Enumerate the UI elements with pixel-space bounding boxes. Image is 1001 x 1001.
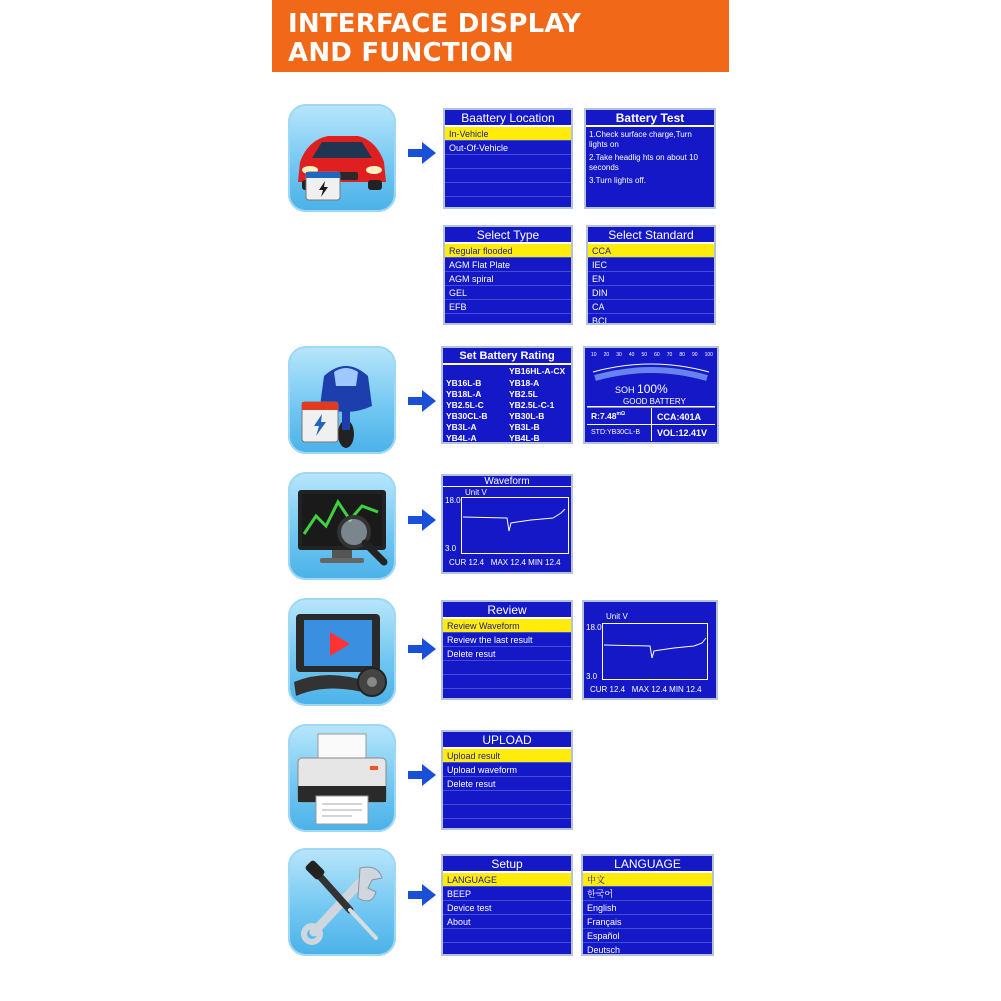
screen-title: Setup — [443, 856, 571, 873]
arrow-right-icon — [408, 764, 436, 786]
scale-tick: 30 — [616, 352, 622, 358]
arrow-right-icon — [408, 884, 436, 906]
menu-item-cca[interactable]: CCA — [588, 244, 714, 258]
menu-item-empty — [443, 943, 571, 956]
menu-item-upload-waveform[interactable]: Upload waveform — [443, 763, 571, 777]
rating-option[interactable]: YB30L-B — [509, 411, 545, 421]
rating-option[interactable]: YB18L-A — [446, 389, 482, 399]
menu-item-review-last-result[interactable]: Review the last result — [443, 633, 571, 647]
menu-item-iec[interactable]: IEC — [588, 258, 714, 272]
rating-option[interactable]: YB18-A — [509, 378, 540, 388]
menu-item-chinese[interactable]: 中文 — [583, 873, 712, 887]
menu-item-empty — [445, 183, 571, 197]
voltage-readout: VOL:12.41V — [657, 428, 708, 438]
language-screen — [581, 854, 714, 956]
instruction-line: 3.Turn lights off. — [589, 176, 646, 185]
instruction-line: 1.Check surface charge,Turn lights on — [589, 130, 692, 149]
arrow-right-icon — [408, 142, 436, 164]
waveform-plot — [602, 623, 708, 680]
min-value: MIN 12.4 — [669, 685, 702, 694]
max-value: MAX 12.4 — [490, 558, 526, 567]
screen-title: Battery Test — [586, 110, 714, 127]
y-min-label: 3.0 — [445, 544, 457, 553]
rating-option[interactable]: YB4L-B — [509, 433, 540, 443]
rating-option[interactable]: YB2.5L — [509, 389, 538, 399]
rating-option[interactable]: YB16L-B — [446, 378, 482, 388]
review-waveform-screen — [582, 600, 718, 700]
menu-item-empty — [443, 661, 571, 675]
min-value: MIN 12.4 — [528, 558, 561, 567]
screen-title: UPLOAD — [443, 732, 571, 749]
cur-value: CUR 12.4 — [590, 685, 626, 694]
menu-item-german[interactable]: Deutsch — [583, 943, 712, 956]
setup-screen — [441, 854, 573, 956]
scale-tick: 40 — [628, 352, 635, 358]
title-line-2: AND FUNCTION — [288, 38, 514, 68]
title-line-1: INTERFACE DISPLAY — [288, 9, 582, 39]
menu-item-in-vehicle[interactable]: In-Vehicle — [445, 127, 571, 141]
resistance-readout — [591, 411, 625, 421]
resistance-unit: mΩ — [616, 411, 625, 418]
standard-readout: STD:YB30CL-B — [591, 429, 641, 436]
screen-title: Baattery Location — [445, 110, 571, 127]
menu-item-delete-result[interactable]: Delete resut — [443, 777, 571, 791]
tools-icon — [288, 848, 396, 956]
scale-tick: 80 — [679, 352, 685, 358]
screen-title: Review — [443, 602, 571, 619]
screen-title: Select Type — [445, 227, 571, 244]
screen-title: Waveform — [443, 476, 571, 487]
menu-item-english[interactable]: English — [583, 901, 712, 915]
menu-item-device-test[interactable]: Device test — [443, 901, 571, 915]
max-value: MAX 12.4 — [631, 685, 667, 694]
battery-rating-screen — [441, 346, 573, 444]
arrow-right-icon — [408, 638, 436, 660]
battery-status: GOOD BATTERY — [623, 397, 686, 406]
select-type-screen — [443, 225, 573, 325]
resistance-value: R:7.48 — [591, 411, 617, 421]
menu-item-about[interactable]: About — [443, 915, 571, 929]
rating-option[interactable]: YB3L-B — [509, 422, 540, 432]
menu-item-out-of-vehicle[interactable]: Out-Of-Vehicle — [445, 141, 571, 155]
scale-tick: 20 — [603, 352, 610, 358]
gauge-scale — [591, 352, 713, 364]
scale-tick: 60 — [654, 352, 660, 358]
cca-readout: CCA:401A — [657, 412, 702, 422]
unit-label: Unit V — [606, 612, 628, 621]
rating-option[interactable]: YB2.5L-C-1 — [509, 400, 555, 410]
menu-item-empty — [445, 155, 571, 169]
y-min-label: 3.0 — [586, 672, 598, 681]
waveform-monitor-icon — [288, 472, 396, 580]
battery-test-screen — [584, 108, 716, 209]
upload-screen — [441, 730, 573, 830]
menu-item-delete-result[interactable]: Delete resut — [443, 647, 571, 661]
menu-item-agm-flat-plate[interactable]: AGM Flat Plate — [445, 258, 571, 272]
car-battery-icon — [288, 104, 396, 212]
menu-item-efb[interactable]: EFB — [445, 300, 571, 314]
scale-tick: 100 — [704, 352, 713, 358]
menu-item-din[interactable]: DIN — [588, 286, 714, 300]
menu-item-french[interactable]: Français — [583, 915, 712, 929]
menu-item-gel[interactable]: GEL — [445, 286, 571, 300]
waveform-plot — [461, 497, 569, 554]
rating-option[interactable]: YB3L-A — [446, 422, 477, 432]
screen-title: Select Standard — [588, 227, 714, 244]
soh-value: 100% — [637, 382, 668, 396]
menu-item-empty — [445, 169, 571, 183]
rating-option[interactable]: YB2.5L-C — [446, 400, 484, 410]
battery-location-screen — [443, 108, 573, 209]
waveform-stats — [449, 558, 561, 567]
menu-item-empty — [443, 675, 571, 689]
menu-item-empty — [443, 791, 571, 805]
scale-tick: 70 — [666, 352, 673, 358]
menu-item-en[interactable]: EN — [588, 272, 714, 286]
arrow-right-icon — [408, 509, 436, 531]
instruction-line: 2.Take headlig hts on about 10 seconds — [589, 153, 698, 172]
waveform-screen — [441, 474, 573, 574]
motorcycle-battery-icon — [288, 346, 396, 454]
test-result-screen — [583, 346, 719, 444]
rating-option[interactable]: YB4L-A — [446, 433, 477, 443]
soh-label: SOH — [615, 385, 635, 395]
y-max-label: 18.0 — [445, 496, 461, 505]
menu-item-language[interactable]: LANGUAGE — [443, 873, 571, 887]
menu-item-beep[interactable]: BEEP — [443, 887, 571, 901]
screen-title: LANGUAGE — [583, 856, 712, 873]
menu-item-regular-flooded[interactable]: Regular flooded — [445, 244, 571, 258]
screen-title: Set Battery Rating — [443, 348, 571, 365]
soh-readout — [615, 382, 668, 396]
review-screen — [441, 600, 573, 700]
waveform-stats — [590, 685, 702, 694]
menu-item-ca[interactable]: CA — [588, 300, 714, 314]
scale-tick: 50 — [641, 352, 648, 358]
unit-label: Unit V — [465, 488, 487, 497]
printer-icon — [288, 724, 396, 832]
title-banner — [272, 0, 729, 72]
rating-option[interactable]: YB30CL-B — [446, 411, 488, 421]
scale-tick: 10 — [591, 352, 597, 358]
y-max-label: 18.0 — [586, 623, 602, 632]
select-standard-screen — [586, 225, 716, 325]
menu-item-korean[interactable]: 한국어 — [583, 887, 712, 901]
arrow-right-icon — [408, 390, 436, 412]
menu-item-upload-result[interactable]: Upload result — [443, 749, 571, 763]
video-film-icon — [288, 598, 396, 706]
menu-item-agm-spiral[interactable]: AGM spiral — [445, 272, 571, 286]
menu-item-bci[interactable]: BCI — [588, 314, 714, 325]
cur-value: CUR 12.4 — [449, 558, 485, 567]
menu-item-empty — [443, 805, 571, 819]
menu-item-spanish[interactable]: Español — [583, 929, 712, 943]
scale-tick: 90 — [692, 352, 698, 358]
rating-option[interactable]: YB16HL-A-CX — [509, 366, 566, 376]
menu-item-review-waveform[interactable]: Review Waveform — [443, 619, 571, 633]
menu-item-empty — [443, 929, 571, 943]
